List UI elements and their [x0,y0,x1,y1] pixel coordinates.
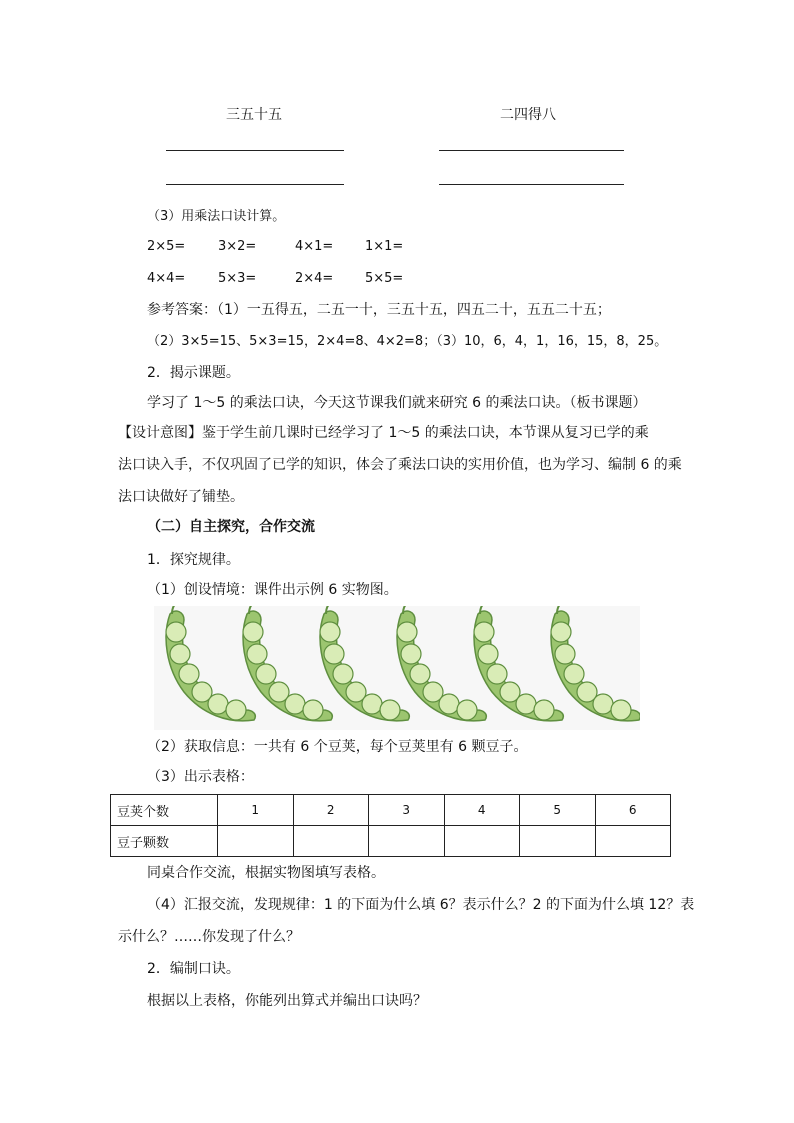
reference-answer-line1: 参考答案：（1）一五得五，二五一十，三五十五，四五二十，五五二十五； [147,302,611,318]
calc-item: 5×5= [365,271,404,286]
design-intent-line3: 法口诀做好了铺垫。 [118,489,244,505]
section3-title: （3）用乘法口诀计算。 [147,209,286,224]
calc-item: 4×4= [147,271,186,286]
table-cell-blank [444,826,520,857]
table-row-header: 豆子颗数 [111,826,218,857]
pea [401,644,421,664]
design-intent-line2: 法口诀入手，不仅巩固了已学的知识，体会了乘法口诀的实用价值，也为学习、编制 6 的乘 [118,457,682,473]
info-text: （2）获取信息：一共有 6 个豆荚，每个豆荚里有 6 颗豆子。 [147,739,528,755]
reference-answer-line2: （2）3×5=15、5×3=15，2×4=8、4×2=8；（3）10，6，4，1，16，15，8，25。 [147,334,668,349]
pea [226,700,246,720]
pea [564,664,584,684]
pea [324,644,344,664]
table-cell: 6 [595,795,671,826]
pea [256,664,276,684]
pea [320,622,340,642]
calc-item: 5×3= [218,271,257,286]
pea [593,694,613,714]
pea [247,644,267,664]
pea [611,700,631,720]
answer-blank-line [439,150,624,151]
table-cell-blank [218,826,294,857]
mnemonic-right: 二四得八 [500,107,556,123]
answer-blank-line [166,184,344,185]
pea [380,700,400,720]
table-cell-blank [293,826,369,857]
calc-item: 2×5= [147,239,186,254]
pair-work-text: 同桌合作交流，根据实物图填写表格。 [147,865,385,881]
table-cell: 2 [293,795,369,826]
explore-title: 1．探究规律。 [147,552,240,568]
reveal-title: 2．揭示课题。 [147,365,240,381]
mnemonic-left: 三五十五 [226,107,282,123]
answer-blank-line [166,150,344,151]
show-table-text: （3）出示表格： [147,769,254,785]
pea [487,664,507,684]
pea [555,644,575,664]
pea-pods-image [154,606,640,730]
pea [478,644,498,664]
report-line2: 示什么？……你发现了什么？ [118,929,300,945]
table-cell: 1 [218,795,294,826]
pods-beans-table [110,794,671,857]
calc-item: 1×1= [365,239,404,254]
pea [534,700,554,720]
pea [397,622,417,642]
pea [285,694,305,714]
calc-item: 3×2= [218,239,257,254]
report-line1: （4）汇报交流，发现规律：1 的下面为什么填 6？表示什么？2 的下面为什么填 12？表 [147,897,695,913]
pea [333,664,353,684]
pea [243,622,263,642]
answer-blank-line [439,184,624,185]
reveal-text: 学习了 1～5 的乘法口诀，今天这节课我们就来研究 6 的乘法口诀。（板书课题） [147,395,647,411]
calc-item: 2×4= [295,271,334,286]
design-intent-line1: 【设计意图】鉴于学生前几课时已经学习了 1～5 的乘法口诀，本节课从复习已学的乘 [118,425,649,441]
pea [170,644,190,664]
pea [457,700,477,720]
table-cell-blank [369,826,445,857]
scenario-text: （1）创设情境：课件出示例 6 实物图。 [147,582,398,598]
calc-item: 4×1= [295,239,334,254]
pea [362,694,382,714]
table-cell-blank [595,826,671,857]
pea [166,622,186,642]
table-row [111,826,671,857]
compose-title: 2．编制口诀。 [147,961,240,977]
compose-question: 根据以上表格，你能列出算式并编出口诀吗？ [147,993,427,1009]
table-row [111,795,671,826]
table-row-header: 豆荚个数 [111,795,218,826]
table-cell: 4 [444,795,520,826]
pea [410,664,430,684]
pea [516,694,536,714]
pea [179,664,199,684]
pea [474,622,494,642]
pea [208,694,228,714]
part2-heading: （二）自主探究，合作交流 [147,519,315,535]
table-cell: 3 [369,795,445,826]
table-cell: 5 [520,795,596,826]
table-cell-blank [520,826,596,857]
pea [551,622,571,642]
pea [439,694,459,714]
pea [303,700,323,720]
